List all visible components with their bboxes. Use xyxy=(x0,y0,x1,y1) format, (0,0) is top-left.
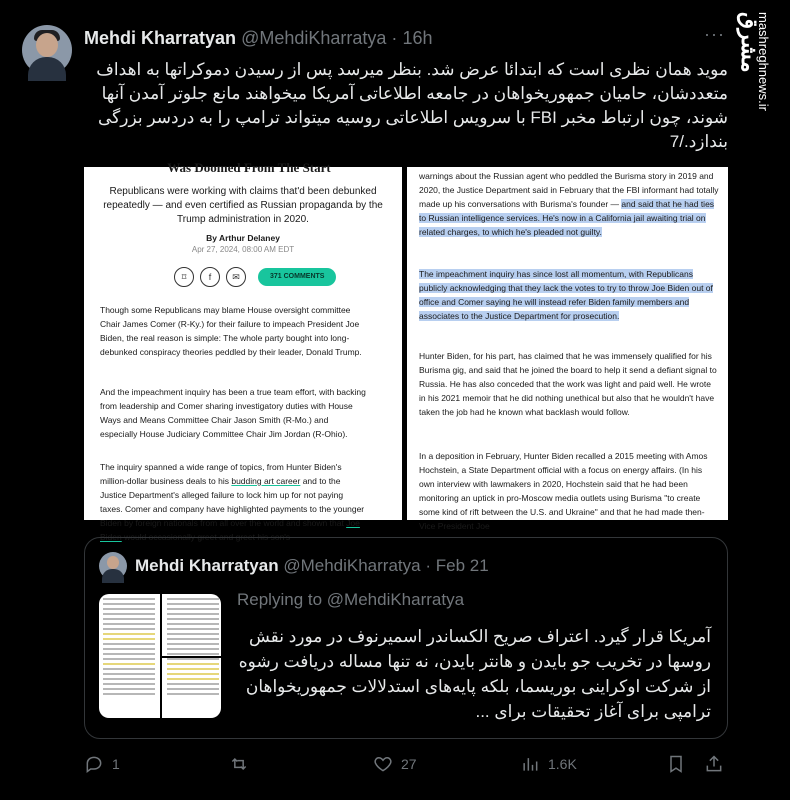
header-separator: · xyxy=(425,556,431,575)
comments-badge: 371 COMMENTS xyxy=(258,268,336,286)
view-count: 1.6K xyxy=(548,756,577,772)
highlighted-text: The impeachment inquiry has since lost all momentum, with Republicans publicly acknowledging that they lack the votes to try to throw Joe Biden out of office and Comer saying he will instead refer Biden family members and associates to the Justice Department for prosecution. xyxy=(419,269,713,321)
replying-prefix: Replying to xyxy=(237,590,327,609)
media-left-page xyxy=(84,160,402,542)
email-icon: ✉ xyxy=(226,267,246,287)
views-icon xyxy=(520,754,540,774)
watermark-logo: مشرق xyxy=(736,12,762,73)
like-button[interactable] xyxy=(373,754,417,774)
author-avatar[interactable] xyxy=(22,25,72,75)
more-options-icon[interactable]: ··· xyxy=(704,24,725,44)
article-paragraph: In a deposition in February, Hunter Biden recalled a 2015 meeting with Amos Hochstein, a State Department official with a focus on energy affairs. (In his own interview with lawmakers in 2020, Hochstein said that he had been monitoring an uptick in pro-Moscow media outlets using Burisma "to create some kind of rift between the U.S. and Ukraine" and that he had made then-Vice President Joe xyxy=(419,451,708,531)
quoted-author-handle: @MehdiKharratya xyxy=(283,556,421,575)
tweet-action-bar xyxy=(0,754,790,780)
article-link: budding art career xyxy=(231,476,301,486)
article-byline: By Arthur Delaney xyxy=(206,233,280,243)
thumbnail-page-left xyxy=(101,598,155,714)
views-button[interactable] xyxy=(520,754,577,774)
article-paragraph xyxy=(100,460,366,544)
thumbnail-divider xyxy=(162,656,221,658)
tweet-time[interactable]: 16h xyxy=(402,28,433,48)
article-paragraph: And the impeachment inquiry has been a true team effort, with backing from leadership and Comer sharing investigatory duties with House Ways and Means Committee Chair Jason Smith (R-Mo.) and especially House Judiciary Committee Chair Jim Jordan (R-Ohio). xyxy=(100,387,366,439)
quoted-tweet-text: آمریکا قرار گیرد. اعتراف صریح الکساندر اسمیرنوف در مورد نقش روسها در تخریب جو بایدن و هانتر بایدن، نه تنها مساله دریافت رشوه از شرکت اوکراینی بوریسما، بلکه پایه‌های استدلالات جمهوریخواهان ترامپی برای آغاز تحقیقات برای ... xyxy=(238,627,711,721)
quoted-tweet-card[interactable] xyxy=(84,537,728,739)
paragraph-text: and to the Justice Department's alleged failure to lock him up for not paying taxes. Comer and company have highlighted payments to the younger Biden by foreign nationals from all over the world and shown that xyxy=(100,476,365,528)
article-share-bar xyxy=(174,267,336,287)
paragraph-text: would occasionally greet and greet his son's xyxy=(121,532,291,542)
quoted-author-name: Mehdi Kharratyan xyxy=(135,556,279,575)
article-paragraph xyxy=(419,267,719,323)
avatar-face xyxy=(36,33,58,57)
header-separator: · xyxy=(391,28,398,48)
tweet-text: موید همان نظری است که ابتدائا عرض شد. بنظر میرسد پس از رسیدن دموکراتها به اهداف متعددشان، حامیان جمهوریخواهان در جامعه اطلاعاتی آمریکا میخواهند مانع جلوتر آمدن آنها شوند، چون ارتباط مخبر FBI با سرویس اطلاعاتی روسیه میتواند ترامپ را به دردسر بزرگی بندازد./7 xyxy=(96,60,728,151)
reply-button[interactable] xyxy=(84,754,120,774)
bookmark-icon xyxy=(666,754,686,774)
article-subtitle: Republicans were working with claims that'd been debunked repeatedly — and even certified as Russian propaganda by the Trump administration in 2020. xyxy=(103,186,383,225)
retweet-icon xyxy=(228,754,250,774)
quoted-tweet-header xyxy=(135,556,489,576)
article-date: Apr 27, 2024, 08:00 AM EDT xyxy=(191,245,295,254)
share-icon xyxy=(704,754,724,774)
avatar-shoulders xyxy=(102,569,124,583)
tweet-media[interactable] xyxy=(84,160,728,542)
replying-handle: @MehdiKharratya xyxy=(326,590,465,609)
quoted-tweet-date: Feb 21 xyxy=(435,556,489,575)
paragraph-text: The inquiry spanned a wide range of topics, from Hunter Biden's million-dollar business deals to his xyxy=(100,462,342,486)
article-link: Joe Biden xyxy=(100,518,360,542)
tweet-header xyxy=(84,28,432,49)
replying-to xyxy=(237,590,464,610)
article-title: Was Doomed From The Start xyxy=(167,160,331,175)
author-handle[interactable]: @MehdiKharratya xyxy=(241,28,387,48)
quoted-media-thumbnail xyxy=(99,594,221,718)
article-paragraph: Hunter Biden, for his part, has claimed that he was immensely qualified for his Burisma gig, and said that he joined the board to help it send a defiant signal to Russia. He has also conceded that the work was light and paid well. He wrote in his 2021 memoir that he did nothing unethical but also that he wouldn't have taken the job had he known what backlash would follow. xyxy=(419,351,717,417)
like-count: 27 xyxy=(401,756,417,772)
retweet-button[interactable] xyxy=(228,754,258,774)
article-paragraph xyxy=(419,169,719,239)
author-name[interactable]: Mehdi Kharratyan xyxy=(84,28,237,48)
reply-count: 1 xyxy=(112,756,120,772)
avatar-face xyxy=(107,556,119,569)
paragraph-text: warnings about the Russian agent who peddled the Burisma story in 2019 and 2020, the Justice Department said in February that the FBI informant had totally made up his conversations with Burisma's founder — xyxy=(419,171,719,209)
facebook-icon: f xyxy=(200,267,220,287)
bookmark-icon: ⌑ xyxy=(174,267,194,287)
bookmark-button[interactable] xyxy=(666,754,686,774)
avatar-shoulders xyxy=(28,57,66,81)
highlighted-text: and said that he had ties to Russian intelligence services. He's now in a California jail awaiting trial on related charges, to which he's pleaded not guilty. xyxy=(419,199,715,237)
reply-icon xyxy=(84,754,104,774)
share-button[interactable] xyxy=(704,754,724,774)
article-paragraph: Though some Republicans may blame House oversight committee Chair James Comer (R-Ky.) for their failure to impeach President Joe Biden, the real reason is simple: The whole party bought into long-debunked conspiracy theories peddled by their leader, Donald Trump. xyxy=(100,305,362,357)
watermark-url: mashreghnews.ir xyxy=(756,12,771,111)
quoted-author-avatar xyxy=(99,552,127,580)
media-right-page xyxy=(407,167,728,531)
heart-icon xyxy=(373,754,393,774)
